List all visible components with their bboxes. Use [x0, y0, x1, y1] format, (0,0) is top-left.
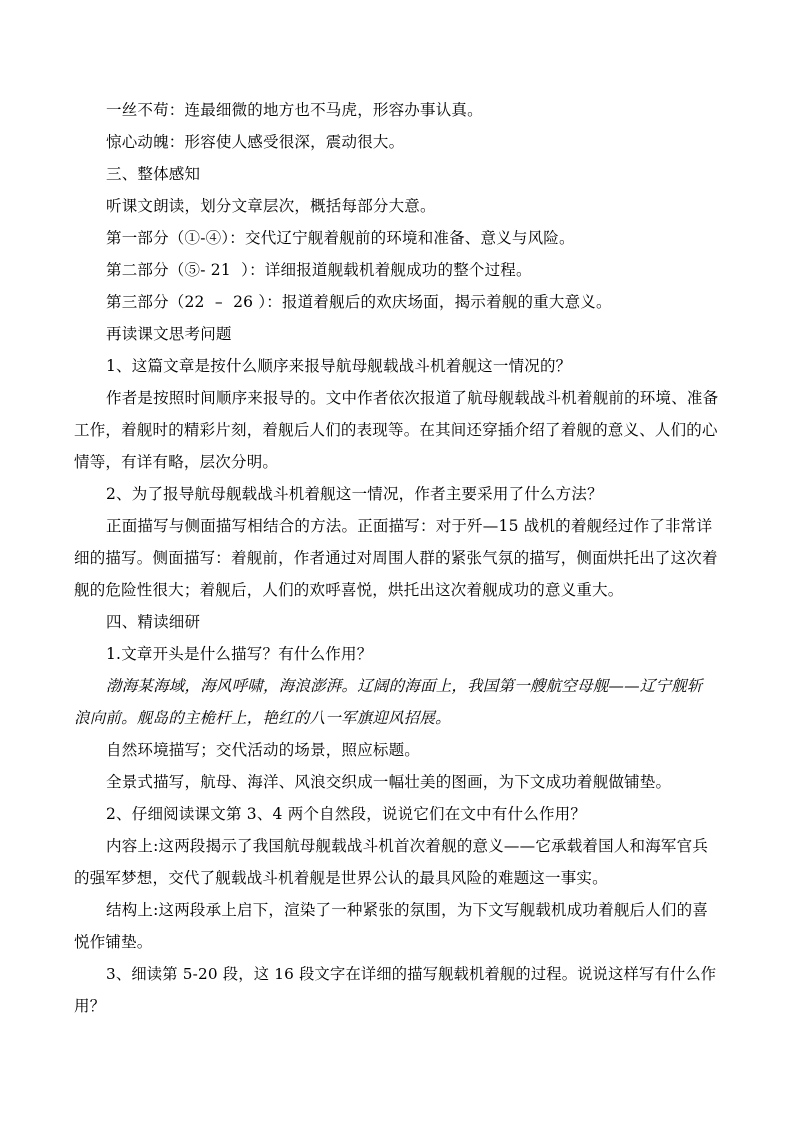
answer-line: 的强军梦想，交代了舰载战斗机着舰是世界公认的最具风险的难题这一事实。 — [74, 869, 608, 887]
question-text: 2、仔细阅读课文第 3、4 两个自然段，说说它们在文中有什么作用？ — [106, 805, 587, 823]
answer-line: 作者是按照时间顺序来报导的。文中作者依次报道了航母舰载战斗机着舰前的环境、准备 — [106, 389, 719, 407]
section-heading: 四、精读细研 — [106, 613, 201, 631]
part-summary: 第二部分（⑤- 21 ）：详细报道舰载机着舰成功的整个过程。 — [106, 261, 532, 279]
section-heading: 三、整体感知 — [106, 165, 201, 183]
part-summary: 第一部分（①-④）：交代辽宁舰着舰前的环境和准备、意义与风险。 — [106, 229, 575, 247]
vocab-entry: 一丝不苟：连最细微的地方也不马虎，形容办事认真。 — [106, 101, 483, 119]
question-text: 1.文章开头是什么描写？有什么作用？ — [106, 645, 373, 663]
answer-line: 舰的危险性很大；着舰后，人们的欢呼喜悦，烘托出这次着舰成功的意义重大。 — [74, 581, 624, 599]
question-text: 用？ — [74, 997, 106, 1015]
part-summary: 第三部分（22 – 26 ）：报道着舰后的欢庆场面，揭示着舰的重大意义。 — [106, 293, 612, 311]
instruction-text: 听课文朗读，划分文章层次，概括每部分大意。 — [106, 197, 436, 215]
question-text: 2、为了报导航母舰载战斗机着舰这一情况，作者主要采用了什么方法？ — [106, 485, 603, 503]
quoted-passage: 浪向前。舰岛的主桅杆上，艳红的八一军旗迎风招展。 — [74, 709, 451, 727]
answer-line: 内容上:这两段揭示了我国航母舰载战斗机首次着舰的意义——它承载着国人和海军官兵 — [106, 837, 709, 855]
question-text: 1、这篇文章是按什么顺序来报导航母舰载战斗机着舰这一情况的？ — [106, 357, 572, 375]
answer-line: 结构上:这两段承上启下，渲染了一种紧张的氛围，为下文写舰载机成功着舰后人们的喜 — [106, 901, 709, 919]
vocab-entry: 惊心动魄：形容使人感受很深，震动很大。 — [106, 133, 405, 151]
answer-line: 全景式描写，航母、海洋、风浪交织成一幅壮美的图画，为下文成功着舰做铺垫。 — [106, 773, 672, 791]
quoted-passage: 渤海某海域，海风呼啸，海浪澎湃。辽阔的海面上，我国第一艘航空母舰——辽宁舰斩 — [106, 677, 703, 695]
answer-line: 悦作铺垫。 — [74, 933, 153, 951]
answer-line: 自然环境描写；交代活动的场景，照应标题。 — [106, 741, 421, 759]
answer-line: 情等，有详有略，层次分明。 — [74, 453, 279, 471]
answer-line: 工作，着舰时的精彩片刻，着舰后人们的表现等。在其间还穿插介绍了着舰的意义、人们的心 — [74, 421, 718, 439]
answer-line: 细的描写。侧面描写：着舰前，作者通过对周围人群的紧张气氛的描写，侧面烘托出了这次着 — [74, 549, 718, 567]
answer-line: 正面描写与侧面描写相结合的方法。正面描写：对于歼—15 战机的着舰经过作了非常详 — [106, 517, 713, 535]
question-text: 3、细读第 5-20 段，这 16 段文字在详细的描写舰载机着舰的过程。说说这样写有什么作 — [106, 965, 717, 983]
subheading: 再读课文思考问题 — [106, 325, 232, 343]
